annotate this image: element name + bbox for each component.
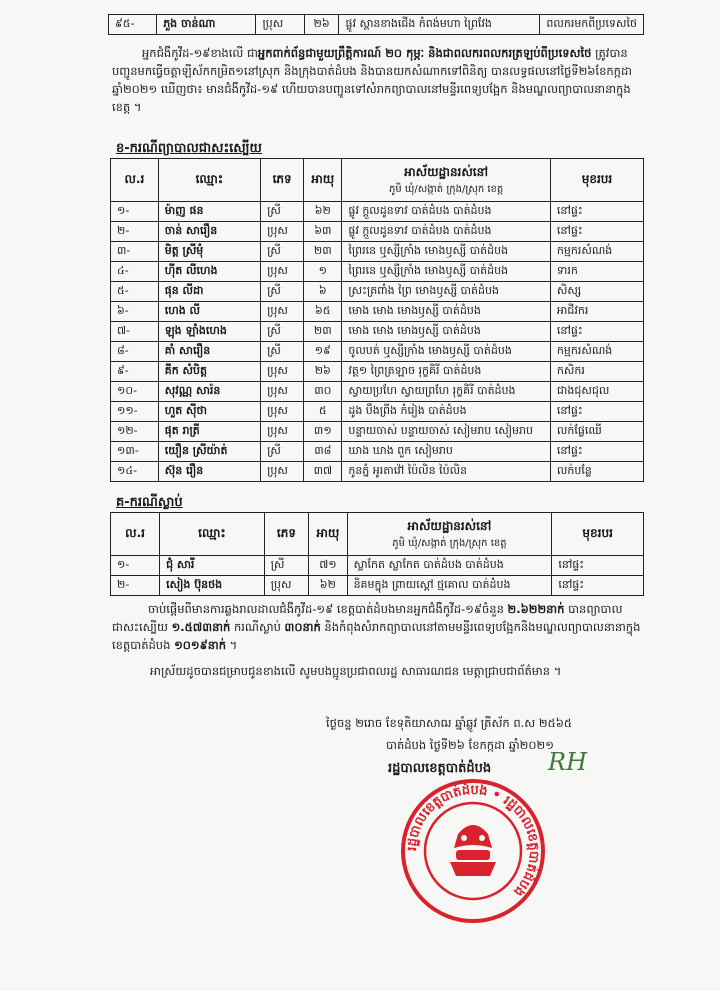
row-sex: ប្រុស: [261, 422, 304, 442]
row-no: ១-: [111, 202, 159, 222]
row-no: ៧-: [111, 322, 159, 342]
row-no: ១២-: [111, 422, 159, 442]
signer-title: រដ្ឋបាលខេត្តបាត់ដំបង: [388, 761, 492, 776]
row-job: កម្មករសំណង់: [550, 342, 643, 362]
col-age: អាយុ: [309, 513, 347, 556]
row-no: ៩-: [111, 362, 159, 382]
intro-paragraph: [112, 44, 642, 116]
row-age: ១៩: [304, 342, 342, 362]
row-job: នៅផ្ទះ: [552, 556, 644, 576]
row-address: ផ្លូវ ក្តួលដូនទាវ បាត់ដំបង បាត់ដំបង: [342, 222, 551, 242]
row-name: ចាន់ សារឿន: [158, 222, 260, 242]
row-address: ព្រៃរនេ ឬស្សីក្រាំង មោងឫស្សី បាត់ដំបង: [342, 262, 551, 282]
row-job: លក់បន្លែ: [550, 462, 643, 482]
row-sex: ប្រុស: [261, 462, 304, 482]
col-job: មុខរបរ: [552, 513, 644, 556]
summary-text-3: ករណីស្លាប់: [230, 620, 285, 634]
row-address: ព្រៃរនេ ឬស្សីក្រាំង មោងឫស្សី បាត់ដំបង: [342, 242, 551, 262]
intro-text: អ្នកជំងឺកូវីដ-១៩ខាងលើ ជា: [142, 46, 258, 60]
row-job: នៅផ្ទះ: [550, 322, 643, 342]
row-no: ៤-: [111, 262, 159, 282]
row-name: ហេង លី: [158, 302, 260, 322]
row-no: ៣-: [111, 242, 159, 262]
table-row: [111, 342, 644, 362]
col-no: ល.រ: [111, 513, 160, 556]
row-name: សៀង ប៊ុនថង: [160, 576, 265, 596]
row-job: នៅផ្ទះ: [550, 202, 643, 222]
official-seal: [398, 776, 548, 926]
col-no: ល.រ: [111, 159, 159, 202]
table-row: [111, 462, 644, 482]
row-name: ផុន លីដា: [158, 282, 260, 302]
row-age: ៧១: [309, 556, 347, 576]
col-address-main: អាស័យដ្ឋានរស់នៅ: [404, 164, 489, 179]
row-no: ១០-: [111, 382, 159, 402]
row-sex: ស្រី: [261, 442, 304, 462]
col-address-sub: ភូមិ ឃុំ/សង្កាត់ ក្រុង/ស្រុក ខេត្ត: [392, 537, 507, 549]
row-address: មោង មោង មោងឫស្សី បាត់ដំបង: [342, 322, 551, 342]
summary-text-1: ចាប់ផ្តើមពីមានការឆ្លងរាលដាលជំងឺកូវីដ-១៩ ខេត្តបាត់ដំបងមានអ្នកជំងឺកូវីដ-១៩ចំនួន: [148, 602, 508, 616]
row-age: ៣៨: [304, 442, 342, 462]
summary-text-5: ។: [226, 638, 238, 652]
row-age: ៣០: [304, 382, 342, 402]
row-address: ស្វាយប្រហែ ស្វាយព្រហែ រុក្ខគិរី បាត់ដំបង: [342, 382, 551, 402]
col-name: ឈ្មោះ: [158, 159, 260, 202]
row-job: ជាងជុសជុល: [550, 382, 643, 402]
row-address: វត្ត១ ព្រៃត្រឡាច រុក្ខគិរី បាត់ដំបង: [342, 362, 551, 382]
table-row: [111, 556, 644, 576]
row-sex: ប្រុស: [261, 382, 304, 402]
row-no: ៥-: [111, 282, 159, 302]
row-age: ២៦: [304, 362, 342, 382]
table-row: [111, 282, 644, 302]
row-age: ១: [304, 262, 342, 282]
row-address: ផ្លូវ ក្តួលដូនទាវ បាត់ដំបង បាត់ដំបង: [342, 202, 551, 222]
signature: RH: [548, 748, 587, 776]
table-row: [111, 422, 644, 442]
col-address: [347, 513, 552, 556]
row-age: ២៦: [304, 15, 339, 35]
row-sex: ប្រុស: [261, 262, 304, 282]
row-sex: ស្រី: [261, 282, 304, 302]
row-address: ចូលបត់ ឬស្សីក្រាំង មោងឫស្សី បាត់ដំបង: [342, 342, 551, 362]
col-address-main: អាស័យដ្ឋានរស់នៅ: [407, 518, 492, 533]
row-name: ជុំ សារី: [160, 556, 265, 576]
row-job: នៅផ្ទះ: [550, 442, 643, 462]
row-age: ៦: [304, 282, 342, 302]
row-age: ៦៣: [304, 222, 342, 242]
table-row: [109, 15, 644, 35]
row-address: ដូង បឹងព្រីង កំរៀង បាត់ដំបង: [342, 402, 551, 422]
row-sex: ស្រី: [261, 242, 304, 262]
closing-paragraph: អាស្រ័យដូចបានជម្រាបជូនខាងលើ សូមបងប្អូនប្រជាពលរដ្ឋ សាធារណជន មេត្តាជ្រាបជាព័ត៌មាន ។: [150, 664, 562, 678]
row-age: ៣១: [304, 422, 342, 442]
top-table: [108, 14, 644, 35]
row-no: ១៣-: [111, 442, 159, 462]
row-address: មោង មោង មោងឫស្សី បាត់ដំបង: [342, 302, 551, 322]
row-name: គាំ សារឿន: [158, 342, 260, 362]
seal-emblem: [450, 825, 496, 876]
row-sex: ស្រី: [264, 556, 308, 576]
row-address: ស្លាកែត ស្លាកែត បាត់ដំបង បាត់ដំបង: [347, 556, 552, 576]
row-name: ហួត ស៊ីថា: [158, 402, 260, 422]
table-header: [111, 159, 644, 202]
table-row: [111, 262, 644, 282]
row-name: មិត្ត ស្រីមុំ: [158, 242, 260, 262]
intro-bold-text: អ្នកពាក់ព័ន្ធជាមួយព្រឹត្តិការណ៍ ២០ កុម្ភៈ និងជាពលករពលករត្រឡប់ពីប្រទេសថៃ: [257, 46, 592, 60]
row-sex: ស្រី: [261, 322, 304, 342]
row-sex: ស្រី: [261, 342, 304, 362]
row-age: ៣៧: [304, 462, 342, 482]
col-age: អាយុ: [304, 159, 342, 202]
row-job: ពលករមកពីប្រទេសថៃ: [540, 15, 644, 35]
row-sex: ប្រុស: [261, 362, 304, 382]
row-name: យឿន ស្រីយ៉ាត់: [158, 442, 260, 462]
table-row: [111, 362, 644, 382]
date-solar: បាត់ដំបង ថ្ងៃទី២៦ ខែកក្កដា ឆ្នាំ២០២១: [386, 738, 554, 752]
row-age: ៥: [304, 402, 342, 422]
row-job: ទារក: [550, 262, 643, 282]
row-no: ៦-: [111, 302, 159, 322]
table-row: [111, 322, 644, 342]
row-age: ៦៥: [304, 302, 342, 322]
row-no: ៨-: [111, 342, 159, 362]
date-lunar: ថ្ងៃចន្ទ ២រោច ខែទុតិយាសាឍ ឆ្នាំឆ្លូវ ត្រីស័ក ព.ស ២៥៦៥: [326, 716, 573, 730]
row-name: ម៉ាញ ផន: [158, 202, 260, 222]
row-no: ៩៥-: [109, 15, 157, 35]
row-address: ស្រះត្រពាំង ព្រៃ មោងឫស្សី បាត់ដំបង: [342, 282, 551, 302]
row-name: គីក សំបិត្ត: [158, 362, 260, 382]
row-address: កូនភ្នំ អូរតាវ៉ៅ ប៉ៃលិន ប៉ៃលិន: [342, 462, 551, 482]
col-job: មុខរបរ: [550, 159, 643, 202]
table-row: [111, 402, 644, 422]
table-row: [111, 302, 644, 322]
row-job: នៅផ្ទះ: [550, 402, 643, 422]
summary-text-4: និងកំពុងសំរាកព្យាបាលនៅតាមមន្ទីរពេទ្យបង្អែកនិងមណ្ឌលព្យាបាលនានាក្នុងខេត្តបាត់ដំបង: [112, 620, 641, 652]
row-name: ភួង ចាន់ណា: [157, 15, 256, 35]
row-name: ហ៊ីត លីហេង: [158, 262, 260, 282]
row-address: និគមក្នុង ព្រាយស្តៅ ថ្មគោល បាត់ដំបង: [347, 576, 552, 596]
row-age: ៦២: [309, 576, 347, 596]
row-no: ១-: [111, 556, 160, 576]
row-address: បន្ទាយចាស់ បន្ទាយចាស់ សៀមរាប សៀមរាប: [342, 422, 551, 442]
row-sex: ប្រុស: [256, 15, 304, 35]
row-age: ២៣: [304, 242, 342, 262]
row-job: នៅផ្ទះ: [550, 222, 643, 242]
row-no: ២-: [111, 576, 160, 596]
row-no: ២-: [111, 222, 159, 242]
col-address-sub: ភូមិ ឃុំ/សង្កាត់ ក្រុង/ស្រុក ខេត្ត: [388, 183, 504, 195]
section-c-title: គ-ករណីស្លាប់: [116, 495, 183, 510]
table-row: [111, 242, 644, 262]
row-no: ១៤-: [111, 462, 159, 482]
deaths-table-body: [111, 556, 644, 596]
row-age: ៦២: [304, 202, 342, 222]
table-row: [111, 382, 644, 402]
row-sex: ប្រុស: [261, 402, 304, 422]
table-row: [111, 222, 644, 242]
row-sex: ប្រុស: [261, 222, 304, 242]
table-row: [111, 442, 644, 462]
deaths-table: [110, 512, 644, 596]
row-name: ស៊ុន រឿន: [158, 462, 260, 482]
row-sex: ប្រុស: [264, 576, 308, 596]
summary-recovered: ១.៥៧៣នាក់: [171, 620, 231, 634]
summary-text-2: បានព្យាបាលជាសះស្បើយ: [112, 602, 623, 634]
table-row: [111, 202, 644, 222]
col-address: [342, 159, 551, 202]
row-name: សុវណ្ណ សារ៉ន: [158, 382, 260, 402]
summary-paragraph: [112, 600, 642, 654]
section-b-title: ខ-ករណីព្យាបាលជាសះស្បើយ: [116, 141, 262, 156]
recovered-table-body: [111, 202, 644, 482]
summary-treating: ១០១៩នាក់: [174, 638, 227, 652]
summary-deaths: ៣០នាក់: [284, 620, 321, 634]
row-name: ផុត រាត្រី: [158, 422, 260, 442]
col-name: ឈ្មោះ: [160, 513, 265, 556]
recovered-table: [110, 158, 644, 482]
col-sex: ភេទ: [264, 513, 308, 556]
row-sex: ស្រី: [261, 202, 304, 222]
row-job: អាជីវករ: [550, 302, 643, 322]
row-job: នៅផ្ទះ: [552, 576, 644, 596]
row-address: ផ្លូវ ស្ពានខាងជើង កំពង់មហា ព្រៃវែង: [339, 15, 540, 35]
row-name: ឡុង ឡាំងហេង: [158, 322, 260, 342]
table-row: [111, 576, 644, 596]
row-address: ឃាង ឃាង ពួក សៀមរាប: [342, 442, 551, 462]
table-header: [111, 513, 644, 556]
row-age: ២៣: [304, 322, 342, 342]
intro-text-end: ត្រូវបានបញ្ជូនមកធ្វើចត្តាឡីស័កកម្រិត១នៅស្រុក និងក្រុងបាត់ដំបង និងបានយកសំណាកទៅពិនិត្យ បានលទ្ធផលនៅថ្ងៃទី២៦ខែកក្កដា ឆ្នាំ២០២១ ឃើញថា៖ មានជំងឺកូវីដ-១៩ ហើយបានបញ្ជូនទៅសំរាកព្យាបាលនៅមន្ទីរពេទ្យបង្អែក និងមណ្ឌលព្យាបាលនានាក្នុងខេត្ត ។: [112, 46, 632, 114]
row-job: លក់ផ្លែឈើ: [550, 422, 643, 442]
row-job: កសិករ: [550, 362, 643, 382]
row-job: សិស្ស: [550, 282, 643, 302]
seal-ring-text: រដ្ឋបាលខេត្តបាត់ដំបង • រដ្ឋបាលខេត្តបាត់ដំបង: [404, 782, 542, 900]
row-no: ១១-: [111, 402, 159, 422]
col-sex: ភេទ: [261, 159, 304, 202]
summary-total: ២.៦២២នាក់: [507, 602, 565, 616]
row-sex: ប្រុស: [261, 302, 304, 322]
row-job: កម្មករសំណង់: [550, 242, 643, 262]
